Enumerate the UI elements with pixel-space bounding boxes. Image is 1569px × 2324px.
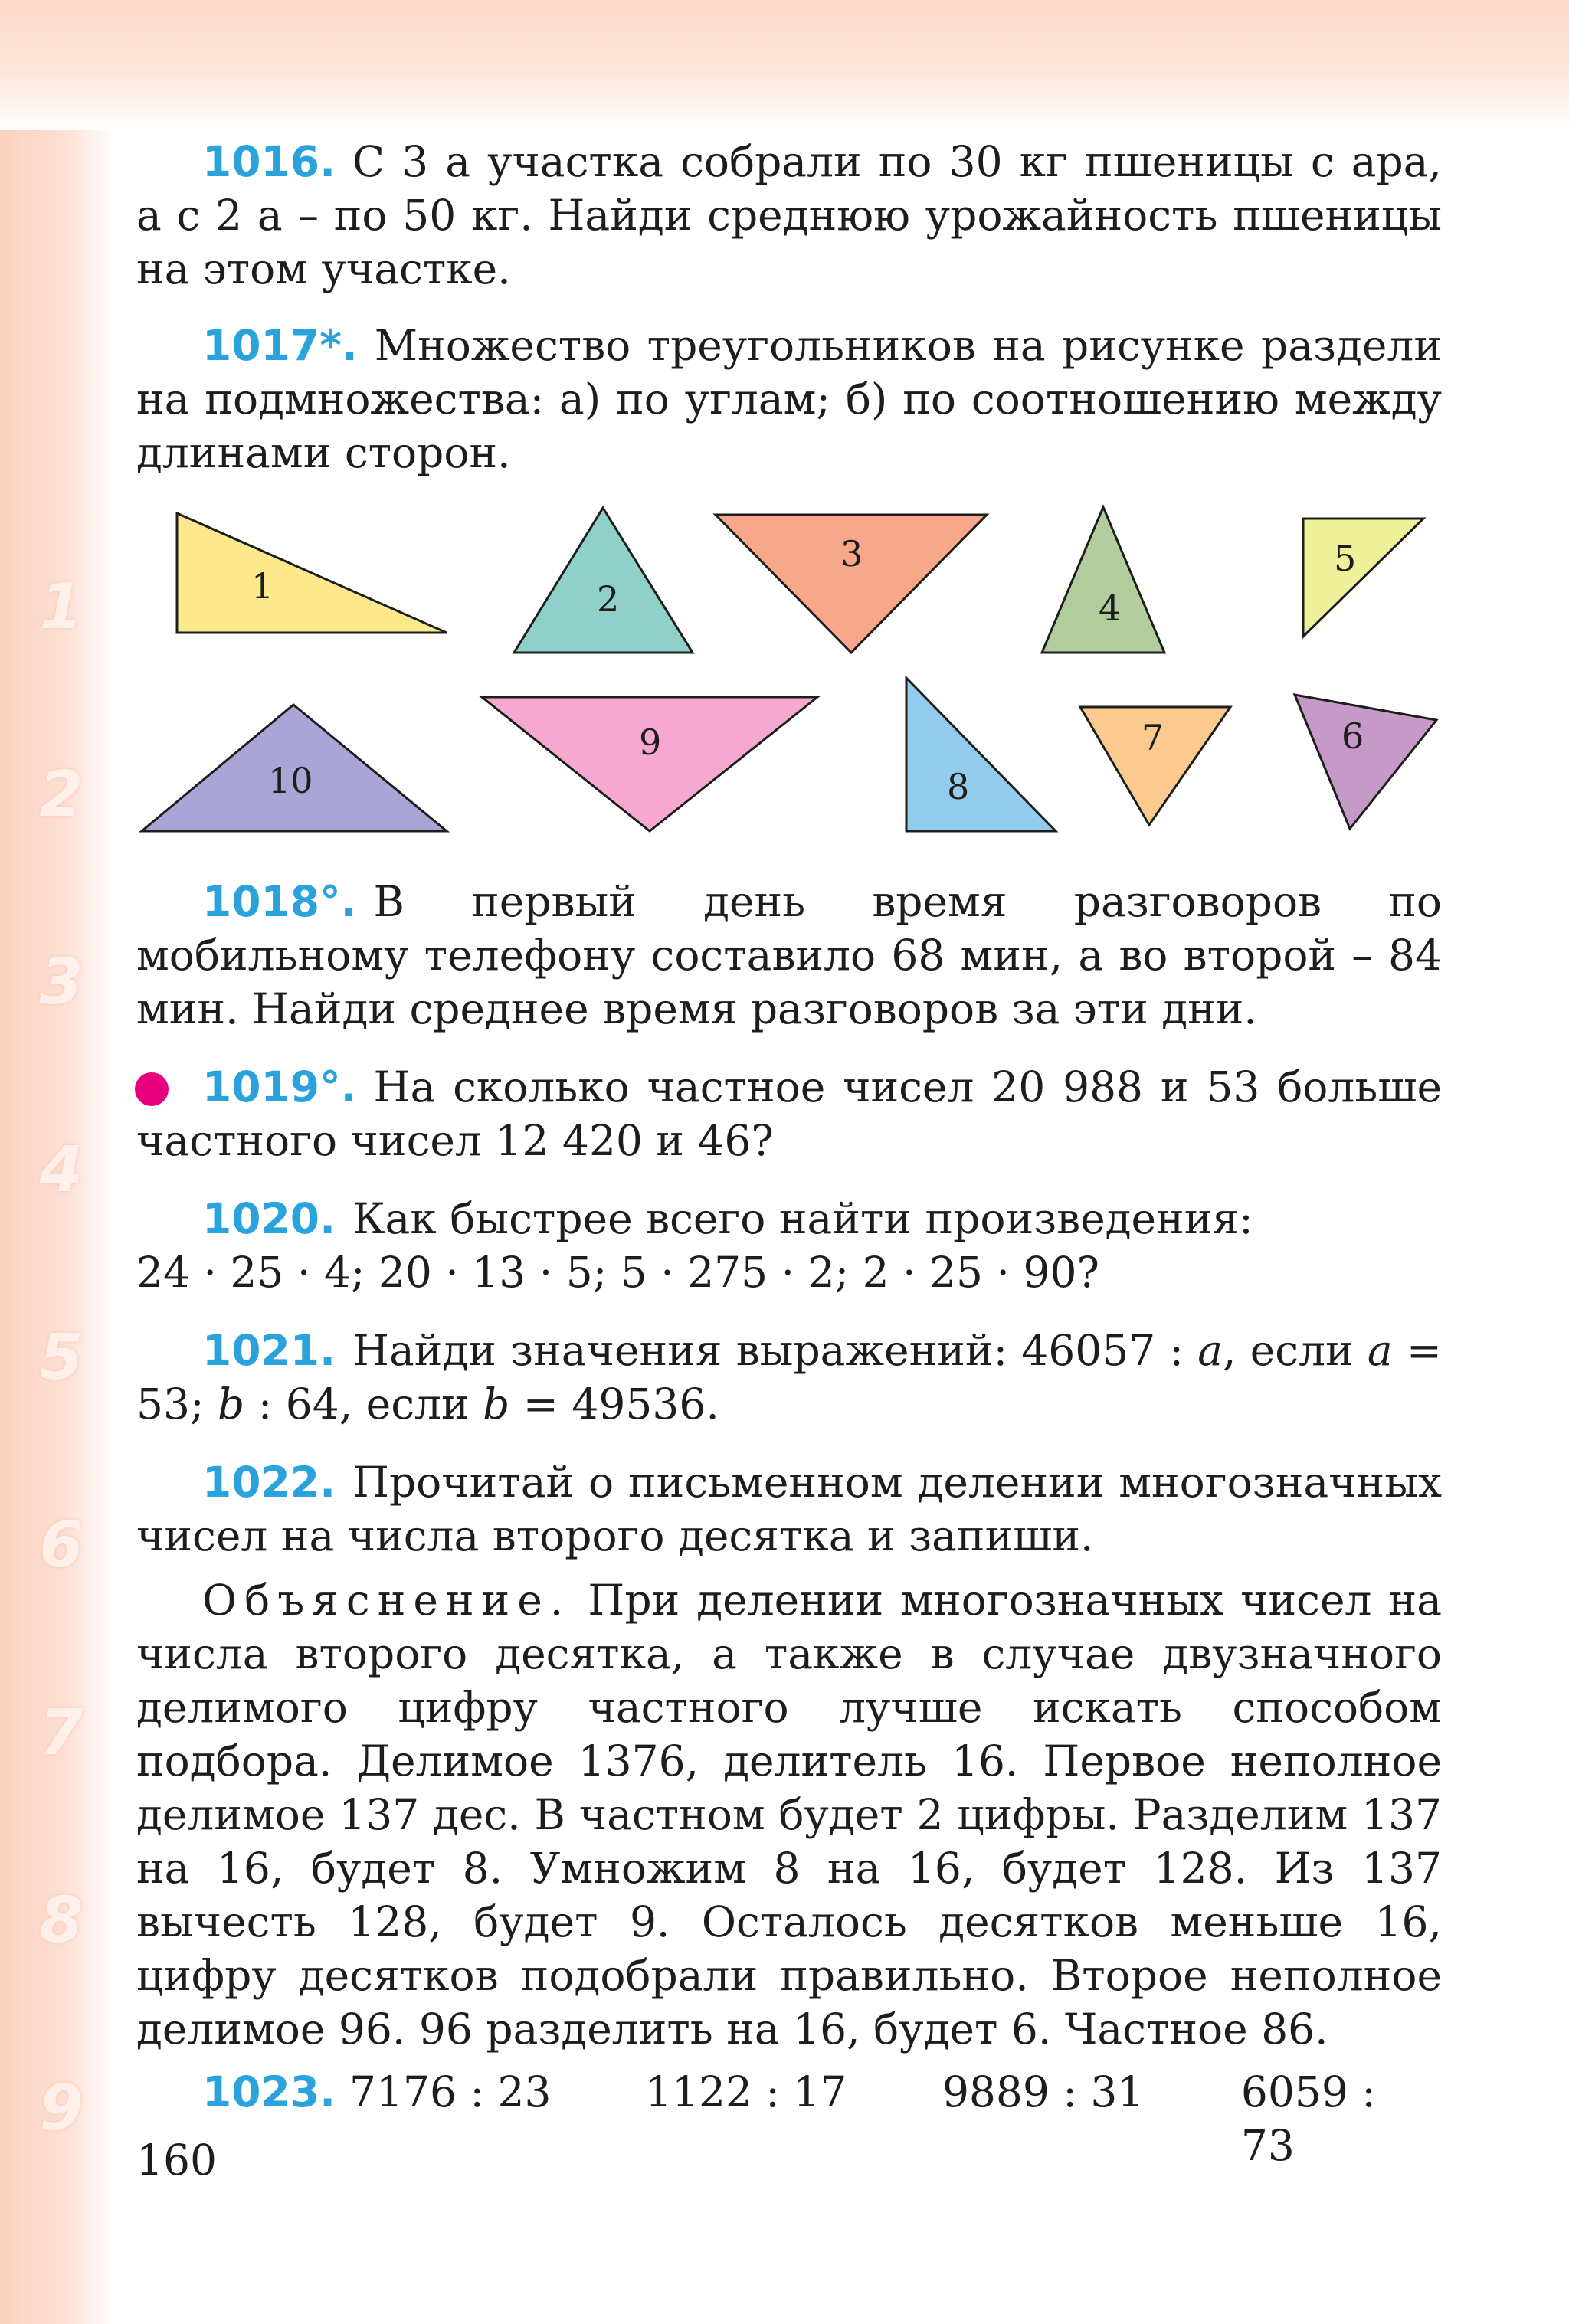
explanation-text: При делении многозначных чисел на числа второго десятка, а также в случае двузначного делимого цифру частного лучше искать способом подбора. Делимое 1376, делитель 16. Первое неполное делимое 137 дес. В частном будет 2 цифры. Разделим 137 на 16, будет 8. Умножим 8 на 16, будет 128. Из 137 вычесть 128, будет 9. Осталось десятков меньше 16, цифру десятков подобрали правильно. Второе неполное делимое 96. 96 разделить на 16, будет 6. Частное 86.	[136, 1576, 1442, 2054]
expression: 6059 : 73	[1240, 2067, 1376, 2170]
problem-text-part: : 64, если	[244, 1380, 483, 1429]
expression: 9889 : 31	[942, 2067, 1145, 2116]
side-number-9: 9	[39, 2072, 84, 2145]
problems-top-block	[136, 135, 1442, 480]
side-number-2: 2	[39, 758, 84, 831]
expression: 1122 : 17	[644, 2067, 847, 2116]
problem-number: 1023.	[202, 2067, 336, 2116]
triangle-label-2: 2	[597, 578, 620, 620]
problem-text-part: , если	[1223, 1326, 1368, 1375]
problem-text-part: Найди значения выражений: 46057 :	[352, 1326, 1198, 1375]
triangle-label-8: 8	[947, 766, 970, 807]
magenta-bullet-icon	[135, 1072, 169, 1106]
triangle-5	[1303, 519, 1423, 637]
problem-text-line1: Как быстрее всего найти произведения:	[352, 1194, 1253, 1243]
explanation	[136, 1573, 1442, 2056]
triangle-label-6: 6	[1341, 715, 1364, 757]
problem-text-part: = 49536.	[509, 1380, 719, 1429]
triangle-4	[1042, 507, 1164, 653]
problem-text: На сколько частное чисел 20 988 и 53 больше частного чисел 12 420 и 46?	[136, 1062, 1442, 1165]
variable-b: b	[218, 1380, 245, 1429]
triangle-label-4: 4	[1099, 588, 1122, 629]
problems-middle-block	[136, 875, 1442, 2056]
problem-number: 1020.	[202, 1194, 336, 1243]
problem-1017	[136, 319, 1442, 480]
problem-number: 1019°.	[202, 1062, 357, 1111]
problem-1020	[136, 1192, 1442, 1245]
variable-a: a	[1367, 1326, 1393, 1375]
side-number-5: 5	[39, 1321, 84, 1394]
triangle-label-9: 9	[639, 722, 662, 763]
side-number-6: 6	[39, 1509, 84, 1582]
problem-number: 1021.	[202, 1326, 336, 1375]
variable-a: a	[1197, 1326, 1223, 1375]
side-number-4: 4	[39, 1134, 84, 1206]
triangle-8	[906, 678, 1056, 831]
problem-number: 1016.	[202, 137, 336, 186]
problem-text: В первый день время разговоров по мобильному телефону составило 68 мин, а во второй – 84 мин. Найди среднее время разговоров за эти дни.	[136, 877, 1442, 1033]
triangle-label-5: 5	[1334, 538, 1357, 579]
expression: 7176 : 23	[349, 2067, 552, 2116]
triangle-label-3: 3	[840, 533, 863, 574]
problem-number: 1022.	[202, 1458, 336, 1507]
triangle-1	[177, 513, 447, 633]
side-number-3: 3	[39, 946, 84, 1019]
top-decorative-band	[0, 0, 1569, 130]
problem-number: 1017*.	[202, 321, 358, 370]
problem-1018	[136, 875, 1442, 1036]
side-number-7: 7	[39, 1697, 84, 1769]
problem-1019	[136, 1060, 1442, 1167]
problem-1022	[136, 1455, 1442, 1563]
problem-1016	[136, 135, 1442, 296]
problem-1023	[136, 2065, 1442, 2172]
problem-1020-line2: 24 · 25 · 4; 20 · 13 · 5; 5 · 275 · 2; 2 · 25 · 90?	[136, 1248, 1099, 1297]
problem-text-part: = 53;	[136, 1326, 1442, 1429]
triangle-6	[1295, 695, 1436, 829]
problem-1021	[136, 1324, 1442, 1431]
problem-text: Прочитай о письменном делении многозначных чисел на числа второго десятка и запиши.	[136, 1458, 1442, 1560]
triangle-label-10: 10	[268, 760, 313, 801]
triangle-label-7: 7	[1142, 717, 1164, 758]
triangle-9	[482, 697, 817, 831]
page-number: 160	[136, 2136, 217, 2185]
triangles-figure	[136, 502, 1442, 854]
side-number-8: 8	[39, 1884, 84, 1957]
explanation-label: Объяснение.	[202, 1576, 572, 1625]
left-decorative-band	[0, 130, 115, 2324]
side-number-1: 1	[39, 571, 84, 643]
variable-b: b	[483, 1380, 510, 1429]
problem-number: 1018°.	[202, 877, 357, 926]
problem-text: С 3 а участка собрали по 30 кг пшеницы с ара, а с 2 а – по 50 кг. Найди среднюю урожайность пшеницы на этом участке.	[136, 137, 1442, 293]
problem-text: Множество треугольников на рисунке раздели на подмножества: а) по углам; б) по соотношению между длинами сторон.	[136, 321, 1442, 477]
triangle-label-1: 1	[251, 565, 274, 607]
